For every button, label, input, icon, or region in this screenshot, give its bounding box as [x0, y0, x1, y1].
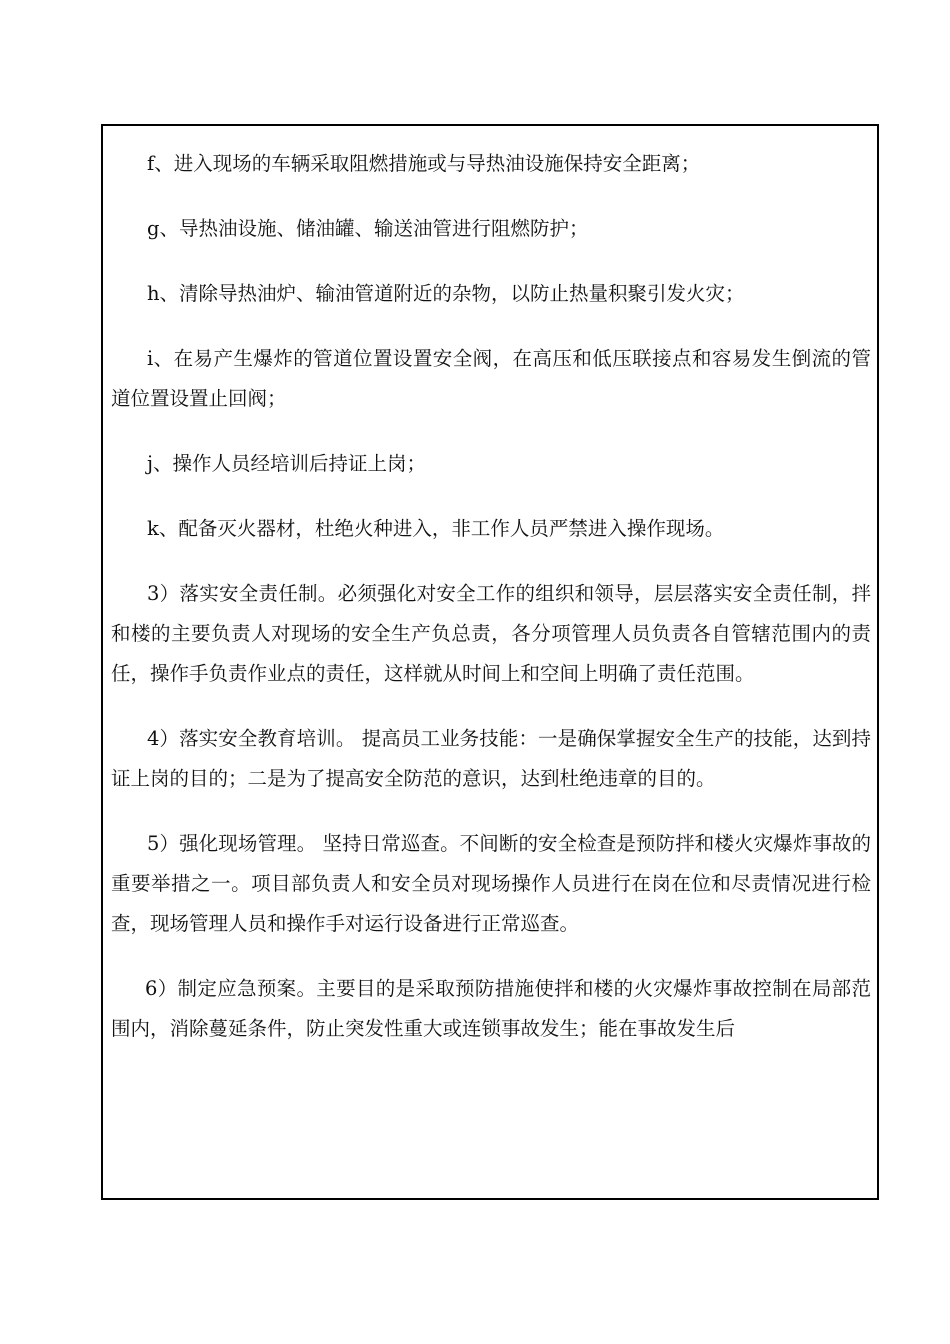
paragraph-f: f、进入现场的车辆采取阻燃措施或与导热油设施保持安全距离； — [147, 152, 701, 175]
paragraph-4: 4）落实安全教育培训。 提高员工业务技能：一是确保掌握安全生产的技能，达到持证上岗的目的；二是为了提高安全防范的意识，达到杜绝违章的目的。 — [111, 727, 871, 790]
paragraph-k: k、配备灭火器材，杜绝火种进入，非工作人员严禁进入操作现场。 — [147, 517, 725, 540]
paragraph-j: j、操作人员经培训后持证上岗； — [147, 452, 427, 475]
paragraph-g: g、导热油设施、储油罐、输送油管进行阻燃防护； — [147, 217, 589, 240]
paragraph-6: 6）制定应急预案。主要目的是采取预防措施使拌和楼的火灾爆炸事故控制在局部范围内，消除蔓延条件，防止突发性重大或连锁事故发生；能在事故发生后 — [111, 977, 871, 1040]
paragraph-3: 3）落实安全责任制。必须强化对安全工作的组织和领导，层层落实安全责任制，拌和楼的主要负责人对现场的安全生产负总责，各分项管理人员负责各自管辖范围内的责任，操作手负责作业点的责任，这样就从时间上和空间上明确了责任范围。 — [111, 582, 871, 685]
document-frame — [101, 124, 879, 1200]
document-body — [111, 144, 871, 1074]
paragraph-h: h、清除导热油炉、输油管道附近的杂物，以防止热量积聚引发火灾； — [147, 282, 745, 305]
paragraph-i: i、在易产生爆炸的管道位置设置安全阀，在高压和低压联接点和容易发生倒流的管道位置设置止回阀； — [111, 347, 871, 410]
paragraph-5: 5）强化现场管理。 坚持日常巡查。不间断的安全检查是预防拌和楼火灾爆炸事故的重要举措之一。项目部负责人和安全员对现场操作人员进行在岗在位和尽责情况进行检查，现场管理人员和操作手对运行设备进行正常巡查。 — [111, 832, 871, 935]
